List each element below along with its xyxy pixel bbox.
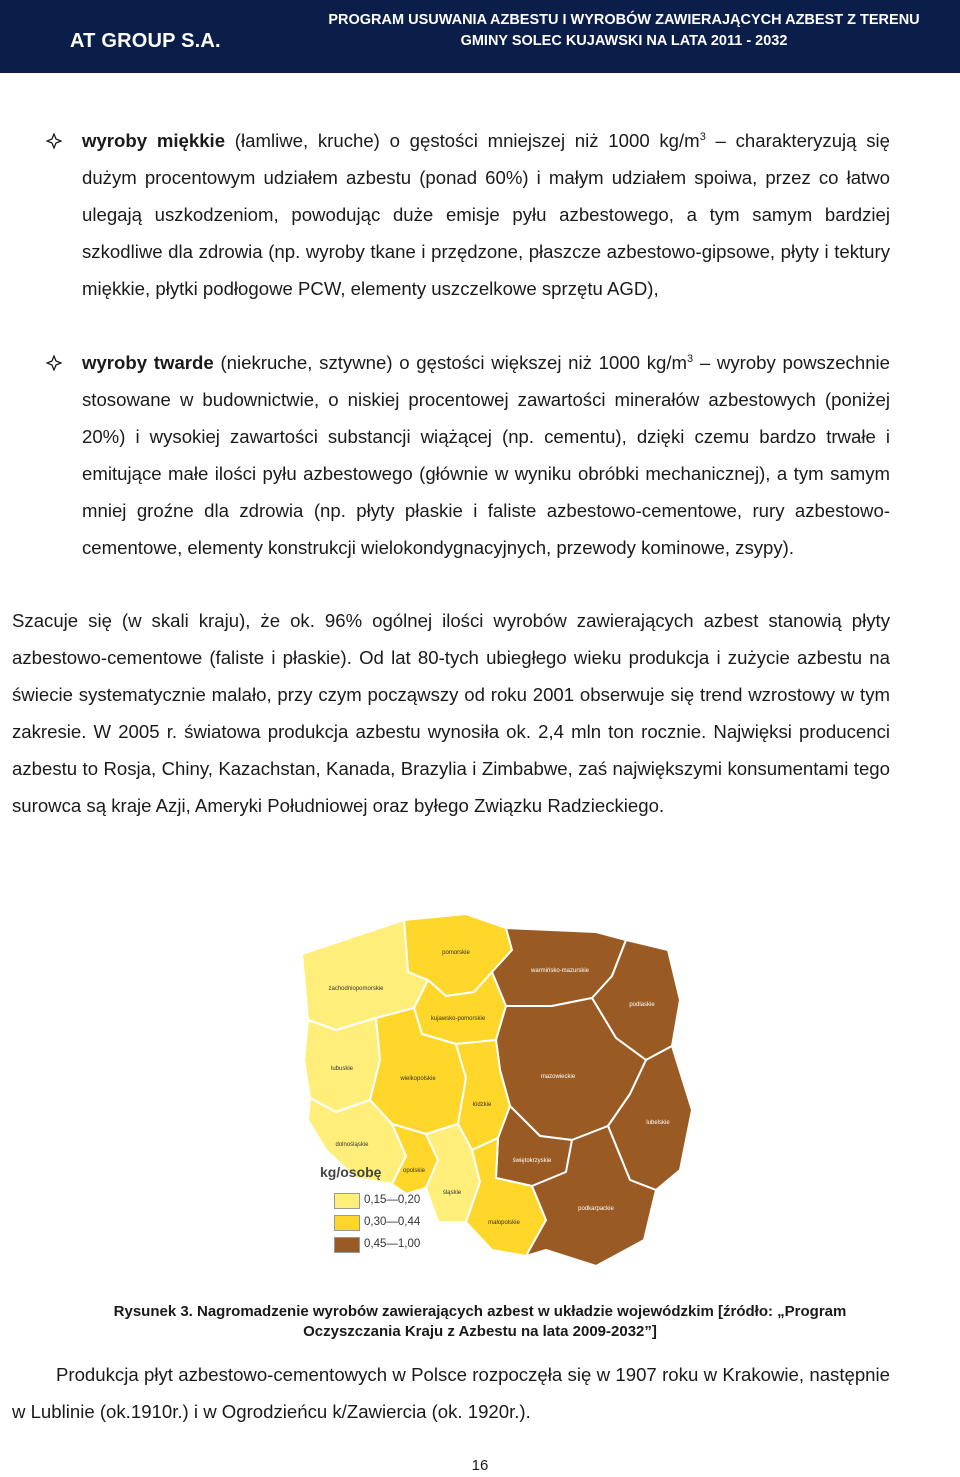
- caption-line1: Rysunek 3. Nagromadzenie wyrobów zawierających azbest w układzie wojewódzkim [źródło: „Program: [113, 1303, 847, 1320]
- region-label-dolnoslaskie: dolnośląskie: [335, 1142, 369, 1148]
- legend-label: 0,45—1,00: [364, 1238, 421, 1250]
- region-lubuskie: [304, 1018, 380, 1112]
- region-label-warminsko-mazurskie: warmińsko-mazurskie: [530, 968, 590, 974]
- caption-line2: Oczyszczania Kraju z Azbestu na lata 2009-2032”]: [303, 1323, 657, 1340]
- region-label-slaskie: śląskie: [442, 1190, 462, 1196]
- region-label-wielkopolskie: wielkopolskie: [400, 1076, 436, 1082]
- document-title: [304, 10, 944, 52]
- page-header: [0, 0, 960, 76]
- bullet-lead: wyroby miękkie: [82, 130, 226, 151]
- legend-label: 0,30—0,44: [364, 1216, 421, 1228]
- legend-swatch: [334, 1193, 360, 1209]
- bullet-text: (łamliwe, kruche) o gęstości mniejszej niż 1000 kg/m: [225, 130, 700, 151]
- region-label-lubuskie: lubuskie: [330, 1066, 354, 1072]
- legend-swatch: [334, 1215, 360, 1231]
- bullet-text-cont: – wyroby powszechnie stosowane w budownictwie, o niskiej procentowej zawartości minerałów azbestowych (poniżej 20%) i wysokiej zawartości substancji wiążącej (np. cementu), dzięki czemu bardzo trwałe i emitujące małe ilości pyłu azbestowego (głównie w wyniku obróbki mechanicznej), a tym samym mniej groźne dla zdrowia (np. płyty płaskie i faliste azbestowo-cementowe, rury azbestowo-cementowe, elementy konstrukcji wielokondygnacyjnych, przewody kominowe, zsypy).: [82, 352, 891, 558]
- paragraph-asbestos-statistics: Szacuje się (w skali kraju), że ok. 96% ogólnej ilości wyrobów zawierających azbest stanowią płyty azbestowo-cementowe (faliste i płaskie). Od lat 80-tych ubiegłego wieku produkcja i zużycie azbestu na świecie systematycznie malało, przy czym począwszy od roku 2001 obserwuje się trend wzrostowy w tym zakresie. W 2005 r. światowa produkcja azbestu wynosiła ok. 2,4 mln ton rocznie. Najwięksi producenci azbestu to Rosja, Chiny, Kazachstan, Kanada, Brazylia i Zimbabwe, zaś największymi konsumentami tego surowca są kraje Azji, Ameryki Południowej oraz byłego Związku Radzieckiego.: [12, 610, 890, 816]
- region-label-mazowieckie: mazowieckie: [540, 1074, 576, 1080]
- company-name: AT GROUP S.A.: [70, 30, 221, 52]
- bullet-soft-products: [82, 122, 890, 307]
- region-label-lubelskie: lubelskie: [646, 1120, 670, 1126]
- diamond-bullet-icon: [46, 355, 62, 371]
- region-label-kujawsko-pomorskie: kujawsko-pomorskie: [430, 1016, 486, 1022]
- bullet-text-cont: – charakteryzują się dużym procentowym udziałem azbestu (ponad 60%) i małym udziałem spoiwa, przez co łatwo ulegają uszkodzeniom, powodując duże emisje pyłu azbestowego, a tym samym bardziej szkodliwe dla zdrowia (np. wyroby tkane i przędzone, płaszcze azbestowo-gipsowe, płyty i tektury miękkie, płytki podłogowe PCW, elementy uszczelkowe sprzętu AGD),: [82, 130, 891, 299]
- bullet-hard-products: [82, 344, 890, 566]
- region-label-malopolskie: małopolskie: [488, 1220, 520, 1226]
- diamond-bullet-icon: [46, 133, 62, 149]
- legend-label: 0,15—0,20: [364, 1194, 421, 1206]
- superscript: 3: [687, 352, 694, 365]
- paragraph-production-history: Produkcja płyt azbestowo-cementowych w Polsce rozpoczęła się w 1907 roku w Krakowie, następnie w Lublinie (ok.1910r.) i w Ogrodzieńcu k/Zawiercia (ok. 1920r.).: [12, 1364, 890, 1422]
- region-label-opolskie: opolskie: [402, 1168, 426, 1174]
- bullet-text: (niekruche, sztywne) o gęstości większej niż 1000 kg/m: [213, 352, 688, 373]
- region-label-podlaskie: podlaskie: [629, 1002, 655, 1008]
- legend-title: kg/osobę: [320, 1164, 382, 1180]
- legend-swatch: [334, 1237, 360, 1253]
- document-title-line2: GMINY SOLEC KUJAWSKI NA LATA 2011 - 2032: [460, 33, 788, 49]
- region-label-swietokrzyskie: świętokrzyskie: [512, 1158, 552, 1164]
- region-label-lodzkie: łódzkie: [472, 1102, 492, 1108]
- figure-caption: [20, 1302, 940, 1342]
- region-label-podkarpackie: podkarpackie: [578, 1206, 614, 1212]
- page-number: 16: [471, 1457, 489, 1474]
- region-label-zachodniopomorskie: zachodniopomorskie: [328, 986, 384, 992]
- document-title-line1: PROGRAM USUWANIA AZBESTU I WYROBÓW ZAWIERAJĄCYCH AZBEST Z TERENU: [328, 12, 920, 28]
- region-label-pomorskie: pomorskie: [442, 950, 470, 956]
- superscript: 3: [699, 130, 706, 143]
- bullet-lead: wyroby twarde: [82, 352, 214, 373]
